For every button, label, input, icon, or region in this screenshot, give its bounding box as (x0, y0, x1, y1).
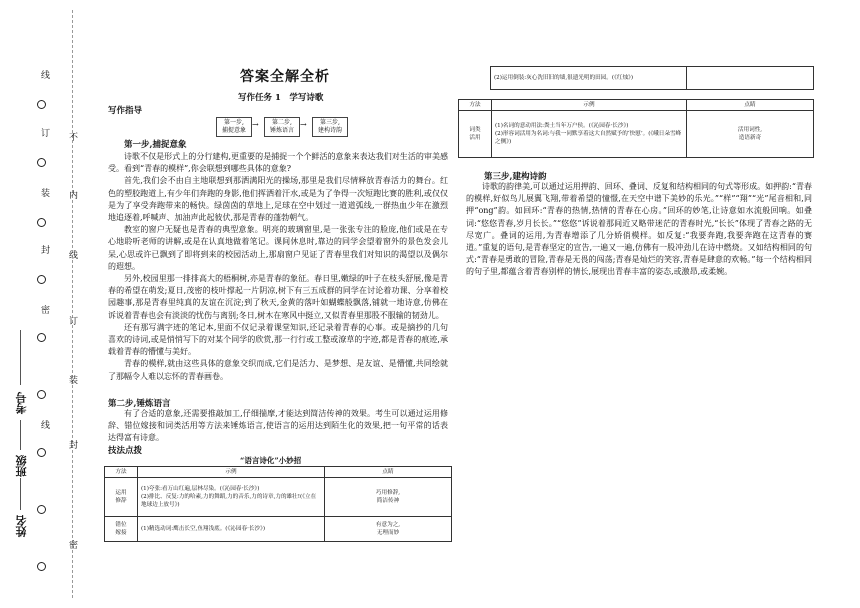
student-id-field-label: 考号 (15, 392, 28, 414)
table-header-row (459, 100, 814, 111)
binding-label: 订 (39, 128, 49, 137)
step1-heading: 第一步,捕捉意象 (124, 140, 187, 150)
table-cell-method: 错位 嫁接 (105, 517, 138, 542)
step3-heading: 第三步,建构诗韵 (484, 172, 547, 182)
table-title: “语言诗化”小妙招 (240, 456, 302, 465)
binding-hole (37, 275, 46, 284)
binding-label: 线 (39, 70, 49, 79)
binding-cut-line (72, 10, 74, 598)
paragraph: 还有那写满字迹的笔记本,里面不仅记录着课堂知识,还记录着青春的心事。或是摘抄的几句喜欢的诗词,或是悄悄写下的对某个同学的欣赏,那一行行或工整或潦草的字迹,都是青春的痕迹,承载着青春的懵懂与美好。 (108, 322, 448, 357)
paragraph: 另外,校园里那一排排高大的梧桐树,亦是青春的象征。春日里,嫩绿的叶子在枝头舒展,像是青春的希望在萌发;夏日,茂密的枝叶撑起一片阴凉,树下有三五成群的同学在讨论着功课、分享着校园趣事,那是青春里纯真的友谊在沉淀;到了秋天,金黄的落叶如蝴蝶般飘落,铺就一地诗意,仿佛在诉说着青春也会有淡淡的忧伤与离别;冬日,树木在寒风中挺立,又似青春里那股不服输的韧劲儿。 (108, 274, 448, 320)
arrow-right-icon: → (252, 120, 259, 129)
table-header-cell: 示例 (138, 467, 325, 478)
binding-label: 装 (39, 188, 49, 197)
table-cell-note: 巧用修辞, 简洁传神 (325, 478, 452, 517)
binding-label: 不 (67, 132, 77, 141)
paragraph: 青春的模样,就由这些具体的意象交织而成,它们是活力、是梦想、是友谊、是懵懂,共同绘就了那幅令人难以忘怀的青春画卷。 (108, 359, 448, 381)
binding-label: 内 (67, 190, 77, 199)
binding-label: 订 (67, 316, 77, 325)
table-row (105, 517, 452, 542)
student-id-field-line (20, 330, 21, 385)
step1-body (108, 151, 448, 383)
guide-heading: 写作指导 (108, 106, 143, 116)
name-field-line (20, 478, 21, 510)
table-cell-method: 词类 活用 (459, 111, 492, 158)
binding-hole (37, 505, 46, 514)
step2-heading: 第二步,锤炼语言 (108, 399, 171, 409)
step3-body (466, 181, 812, 279)
techniques-table (104, 466, 452, 542)
tips-heading: 技法点拨 (108, 446, 143, 456)
table-header-cell: 示例 (492, 100, 687, 111)
table-cell-note: 活用词性, 造语新奇 (687, 111, 814, 158)
paragraph: 有了合适的意象,还需要推敲加工,仔细揣摩,才能达到简洁传神的效果。考生可以通过运用修辞、错位嫁接和词类活用等方法来锤炼语言,使语言的运用达到陌生化的效果,把一句平常的话表达得富有诗意。 (108, 409, 448, 443)
table-cell-note: 有意为之, 无理而妙 (325, 517, 452, 542)
table-row (459, 111, 814, 158)
page-subtitle: 写作任务 1 学写诗歌 (238, 93, 324, 103)
class-field-line (20, 420, 21, 450)
binding-label: 封 (67, 440, 77, 449)
table-cell-method: 运用 修辞 (105, 478, 138, 517)
binding-hole (37, 390, 46, 399)
table-cell-example: (2)运用倒装:灰心洗旧旧的墙,很遗光明的田园。(《红烛》) (491, 67, 687, 90)
page-title: 答案全解全析 (240, 69, 330, 85)
binding-label: 线 (39, 420, 49, 429)
paragraph: 教室的窗户无疑也是青春的典型意象。明亮的玻璃窗里,是一张张专注的脸庞,他们或是在专心地聆听老师的讲解,或是在认真地做着笔记。课间休息时,靠边的同学会望着窗外的景色发会儿呆,心思或许已飘到了即将到来的校园活动上,那扇窗户见证了青春里我们对知识的渴望以及偶尔的遐想。 (108, 225, 448, 271)
binding-label: 密 (39, 305, 49, 314)
table-cell-example: (1)精选动词:鹰击长空,鱼翔浅底。(《沁园春·长沙》) (138, 517, 325, 542)
binding-hole (37, 158, 46, 167)
binding-hole (37, 100, 46, 109)
word-class-table (458, 99, 814, 158)
table-row (105, 478, 452, 517)
binding-hole (37, 333, 46, 342)
flow-step-3: 第三步, 建构诗韵 (312, 117, 348, 137)
table-header-cell: 方法 (105, 467, 138, 478)
paragraph: 诗歌的韵律美,可以通过运用押韵、回环、叠词、反复和结构相同的句式等形成。如押韵:“青春的模样,好似鸟儿展翼飞翔,带着希望的憧憬,在天空中谱下美妙的乐光。”“样”“翔”“光”尾音相和,同押“ong”韵。如回环:“青春的热情,热情的青春在心房。”回环的妙笔,让诗意如水流般回响。如叠词:“悠悠青春,岁月长长。”“悠悠”诉说着那间近又略带迷茫的青春时光,“长长”体现了青春之路的无尽宽广。叠词的运用,为青春增添了几分娇俏模样。如反复:“我要奔跑,我要奔跑在这青春的赛道。”重复的语句,是青春坚定的宣告,一遍又一遍,仿佛有一股冲劲儿在诗中燃烧。又如结构相同的句式:“青春是勇敢的冒险,青春是无畏的闯荡;青春是灿烂的笑容,青春是肆意的欢畅。”每一个结构相同的句子里,都蕴含着青春别样的情长,展现出青春丰富的姿态,或激昂,或柔婉。 (466, 182, 812, 277)
arrow-right-icon: → (300, 120, 307, 129)
binding-label: 密 (67, 540, 77, 549)
continued-table (458, 66, 814, 90)
table-header-cell: 方法 (459, 100, 492, 111)
binding-hole (37, 448, 46, 457)
name-field-label: 姓名 (15, 515, 28, 537)
paragraph: 首先,我们会不由自主地联想到那洒满阳光的操场,那里是我们尽情释放青春活力的舞台。红色的塑胶跑道上,有少年们奔跑的身影,他们挥洒着汗水,或是为了争得一次短跑比赛的胜利,或仅仅是为了享受奔跑带来的畅快。绿茵茵的草地上,足球在空中划过一道道弧线,一群热血少年在激烈地追逐着,呼喊声、加油声此起彼伏,那是青春的蓬勃朝气。 (108, 176, 448, 223)
table-header-cell: 点睛 (687, 100, 814, 111)
table-cell-example: (1)夸张:看万山红遍,层林尽染。(《沁园春·长沙》) (2)排比、反复:力的哈素,力的舞蹈,力的音乐,力的诗章,力的雄壮!(《立在地球边上放号》) (138, 478, 325, 517)
binding-label: 装 (67, 375, 77, 384)
class-field-label: 班级 (15, 455, 28, 477)
binding-label: 封 (39, 245, 49, 254)
binding-hole (37, 218, 46, 227)
table-header-cell: 点睛 (325, 467, 452, 478)
flow-step-2: 第二步, 锤炼语言 (264, 117, 300, 137)
paragraph: 诗歌不仅是形式上的分行建构,更重要的是捕捉一个个鲜活的意象来表达我们对生活的审美感受。看到“青春的模样”,你会联想到哪些具体的意象? (108, 152, 448, 174)
table-header-row (105, 467, 452, 478)
flow-step-1: 第一步, 捕捉意象 (216, 117, 252, 137)
binding-label: 线 (67, 250, 77, 259)
binding-hole (37, 562, 46, 571)
table-row (458, 67, 814, 90)
table-cell-example: (1)名词的意动用法:粪土当年万户侯。(《沁园春·长沙》) (2)形容词活用为名词:与我一同默享着这大自然赋予的‘快慰’。(《峨日朵雪峰之侧》) (492, 111, 687, 158)
step2-body (108, 408, 448, 445)
